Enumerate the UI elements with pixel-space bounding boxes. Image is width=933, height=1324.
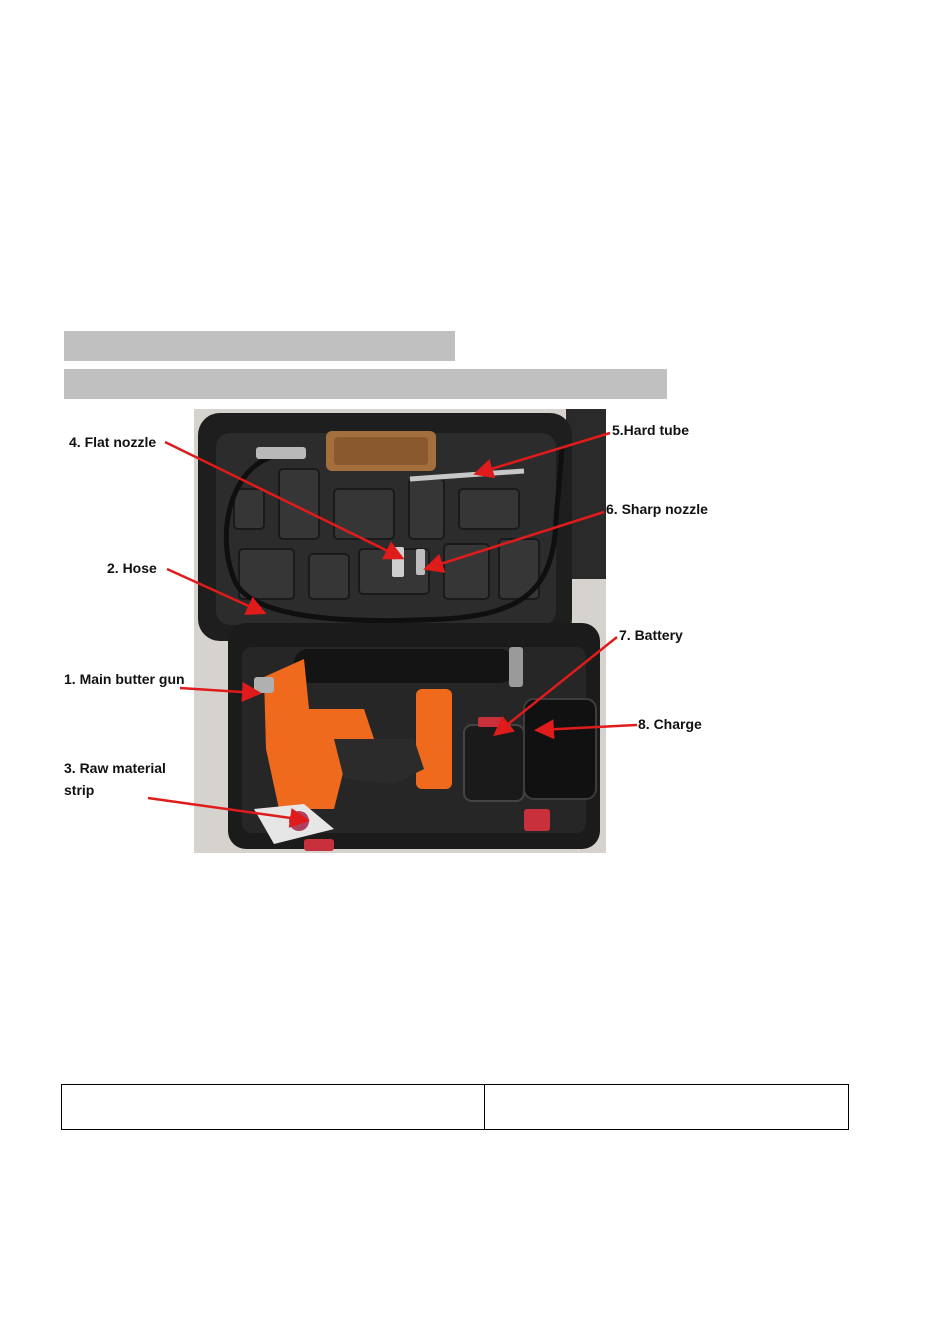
label-main-butter-gun: 1. Main butter gun (64, 671, 185, 687)
table-cell (485, 1085, 849, 1130)
redacted-subheading-bar (64, 369, 667, 399)
redacted-heading-bar (64, 331, 455, 361)
label-charge: 8. Charge (638, 716, 702, 732)
table-cell (62, 1085, 485, 1130)
label-hose: 2. Hose (107, 560, 157, 576)
label-hard-tube: 5.Hard tube (612, 422, 690, 438)
toolkit-photo (194, 409, 606, 853)
table-row (62, 1085, 849, 1130)
spec-table (61, 1084, 849, 1130)
label-battery: 7. Battery (619, 627, 683, 643)
label-flat-nozzle: 4. Flat nozzle (69, 434, 157, 450)
label-sharp-nozzle: 6. Sharp nozzle (606, 501, 708, 517)
label-raw-material-strip: 3. Raw material strip (64, 760, 166, 798)
